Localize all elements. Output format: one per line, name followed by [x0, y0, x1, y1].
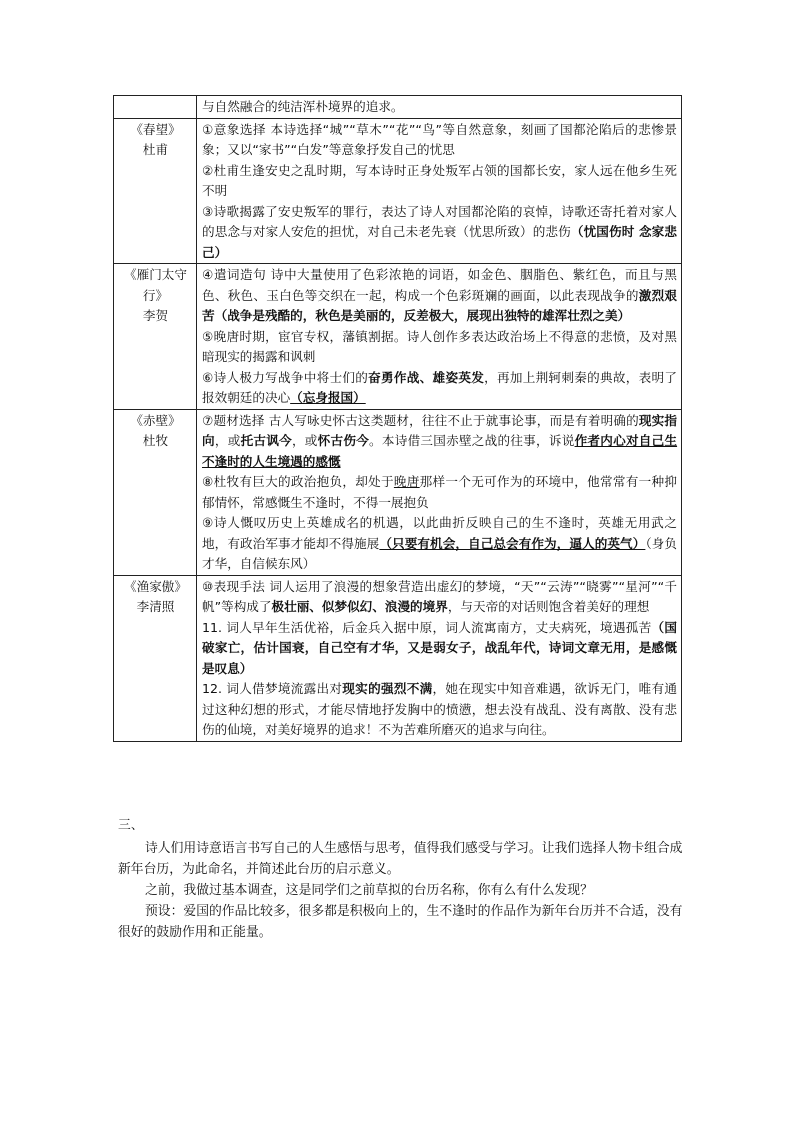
poem-title: 《春望》: [130, 121, 181, 137]
analysis-text: ⑧杜牧有巨大的政治抱负，却处于: [202, 474, 394, 489]
poem-analysis-table: [113, 95, 682, 742]
section-heading: 三、: [118, 818, 144, 833]
analysis-line: [202, 577, 677, 618]
analysis-text: ，与天帝的对话则饱含着美好的理想: [447, 599, 650, 614]
analysis-text: ⑦题材选择 古人写咏史怀古这类题材，往往不止于就事论事，而是有着明确的: [202, 412, 639, 428]
analysis-text: 11. 词人早年生活优裕，后金兵入据中原，词人流寓南方，丈夫病死，境遇孤苦: [202, 619, 652, 635]
poem-cell: [114, 96, 197, 119]
poem-title: 《赤壁》: [130, 412, 181, 428]
poem-title: 《渔家傲》: [124, 578, 187, 594]
analysis-line: [202, 265, 677, 327]
table-row: [114, 118, 682, 264]
analysis-line: [202, 472, 677, 513]
emphasis-text: （国破家亡，估计国衰，自己空有才华，又是弱女子，战乱年代，诗词文章无用，是感慨是叹息）: [202, 619, 677, 676]
analysis-cell: [197, 409, 682, 575]
analysis-text: ⑨诗人慨叹历史上英雄成名的机遇，以此曲折反映自己的生不逢时，英雄无用武之地，有政治军事才能却不得施展: [202, 515, 677, 551]
analysis-line: [202, 411, 677, 473]
emphasis-text: 托古讽今: [240, 433, 292, 448]
analysis-cell: [197, 575, 682, 741]
analysis-text: ⑥诗人极力写战争中将士们的: [202, 369, 369, 385]
analysis-text: ②杜甫生逢安史之乱时期，写本诗时正身处叛军占领的国都长安，家人远在他乡生死不明: [202, 162, 677, 198]
analysis-text: （身负才华，自信候东风）: [202, 535, 678, 571]
analysis-line: [202, 327, 677, 368]
emphasis-text: （忘身报国）: [290, 390, 366, 405]
poem-author: 杜甫: [142, 142, 169, 157]
table-row: [114, 409, 682, 575]
section-paragraph: 诗人们用诗意语言书写自己的人生感悟与思考，值得我们感受与学习。让我们选择人物卡组合成新年台历，为此命名，并简述此台历的启示意义。: [118, 841, 683, 877]
analysis-cell: [197, 96, 682, 119]
emphasis-text: 作者内心对自己生不逢时的人生境遇的感慨: [202, 433, 678, 469]
analysis-text: ⑤晚唐时期，宦官专权，藩镇割据。诗人创作多表达政治场上不得意的悲愤，及对黑暗现实的揭露和讽刺: [202, 328, 677, 364]
poem-author: 李贺: [142, 308, 169, 323]
analysis-line: [202, 120, 677, 161]
analysis-line: [202, 368, 677, 409]
analysis-line: [202, 202, 677, 264]
section-paragraph: 预设：爱国的作品比较多，很多都是积极向上的，生不逢时的作品作为新年台历并不合适，没有很好的鼓励作用和正能量。: [118, 904, 683, 940]
table-row: [114, 96, 682, 119]
analysis-text: 那样一个无可作为的环境中，他常常有一种抑郁情怀，常感慨生不逢时，不得一展抱负: [202, 474, 677, 510]
analysis-text: ，再加上荆轲刺秦的典故，表明了报效朝廷的决心: [202, 369, 678, 405]
analysis-text: ，或: [214, 433, 241, 448]
poem-title: 《雁门太守行》: [124, 267, 187, 303]
emphasis-text: 激烈艰苦（战争是残酷的，秋色是美丽的，反差极大，展现出独特的雄浑壮烈之美）: [202, 287, 678, 323]
analysis-text: ①意象选择 本诗选择“城”“草木”“花”“鸟”等自然意象，刻画了国都沦陷后的悲惨景象；又以“家书”“白发”等意象抒发自己的忧思: [202, 121, 677, 157]
poem-cell: [114, 575, 197, 741]
analysis-text: 12. 词人借梦境流露出对: [202, 681, 343, 696]
poem-cell: [114, 118, 197, 264]
analysis-text: ⑩表现手法 词人运用了浪漫的想象营造出虚幻的梦境，“天”“云涛”“晓雾”“星河”“千帆”等构成了: [202, 578, 677, 614]
poem-cell: [114, 264, 197, 410]
table-body: [114, 96, 682, 742]
analysis-line: [202, 97, 677, 118]
table-row: [114, 264, 682, 410]
analysis-text: ③诗歌揭露了安史叛军的罪行，表达了诗人对国都沦陷的哀悼，诗歌还寄托着对家人的思念与对家人安危的担忧，对自己未老先衰（忧思所致）的悲伤: [202, 203, 677, 239]
analysis-text: ④遣词造句 诗中大量使用了色彩浓艳的词语，如金色、胭脂色、紫红色，而且与黑色、秋色、玉白色等交织在一起，构成一个色彩斑斓的画面，以此表现战争的: [202, 267, 677, 303]
poem-author: 杜牧: [142, 433, 169, 448]
analysis-text: ，或: [291, 433, 318, 448]
emphasis-text: （忧国伤时 念家悲己）: [202, 224, 677, 260]
analysis-line: [202, 618, 677, 680]
emphasis-text: 奋勇作战、雄姿英发: [368, 369, 485, 385]
table-row: [114, 575, 682, 741]
emphasis-text: 怀古伤今: [317, 433, 370, 448]
poem-cell: [114, 409, 197, 575]
emphasis-text: 现实的强烈不满: [342, 681, 433, 696]
analysis-line: [202, 513, 677, 575]
analysis-text: 。本诗借三国赤壁之战的往事，诉说: [369, 433, 575, 448]
analysis-line: [202, 161, 677, 202]
analysis-text: 与自然融合的纯洁浑朴境界的追求。: [202, 99, 404, 114]
poem-author: 李清照: [136, 599, 175, 614]
emphasis-text: 现实指向: [202, 412, 677, 448]
analysis-cell: [197, 118, 682, 264]
emphasis-text: 极壮丽、似梦似幻、浪漫的境界: [271, 599, 448, 614]
section-paragraph: 之前，我做过基本调查，这是同学们之前草拟的台历名称，你有么有什么发现？: [145, 883, 593, 898]
analysis-cell: [197, 264, 682, 410]
analysis-text: 晚唐: [393, 474, 420, 489]
emphasis-text: （只要有机会，自己总会有作为，逼人的英气）: [379, 535, 646, 551]
analysis-text: ，她在现实中知音难遇，欲诉无门，唯有通过这种幻想的形式，才能尽情地抒发胸中的愤懑，想去没有战乱、没有离散、没有悲伤的仙境，对美好境界的追求！不为苦难所磨灭的追求与向往。: [202, 681, 678, 737]
analysis-line: [202, 679, 677, 741]
